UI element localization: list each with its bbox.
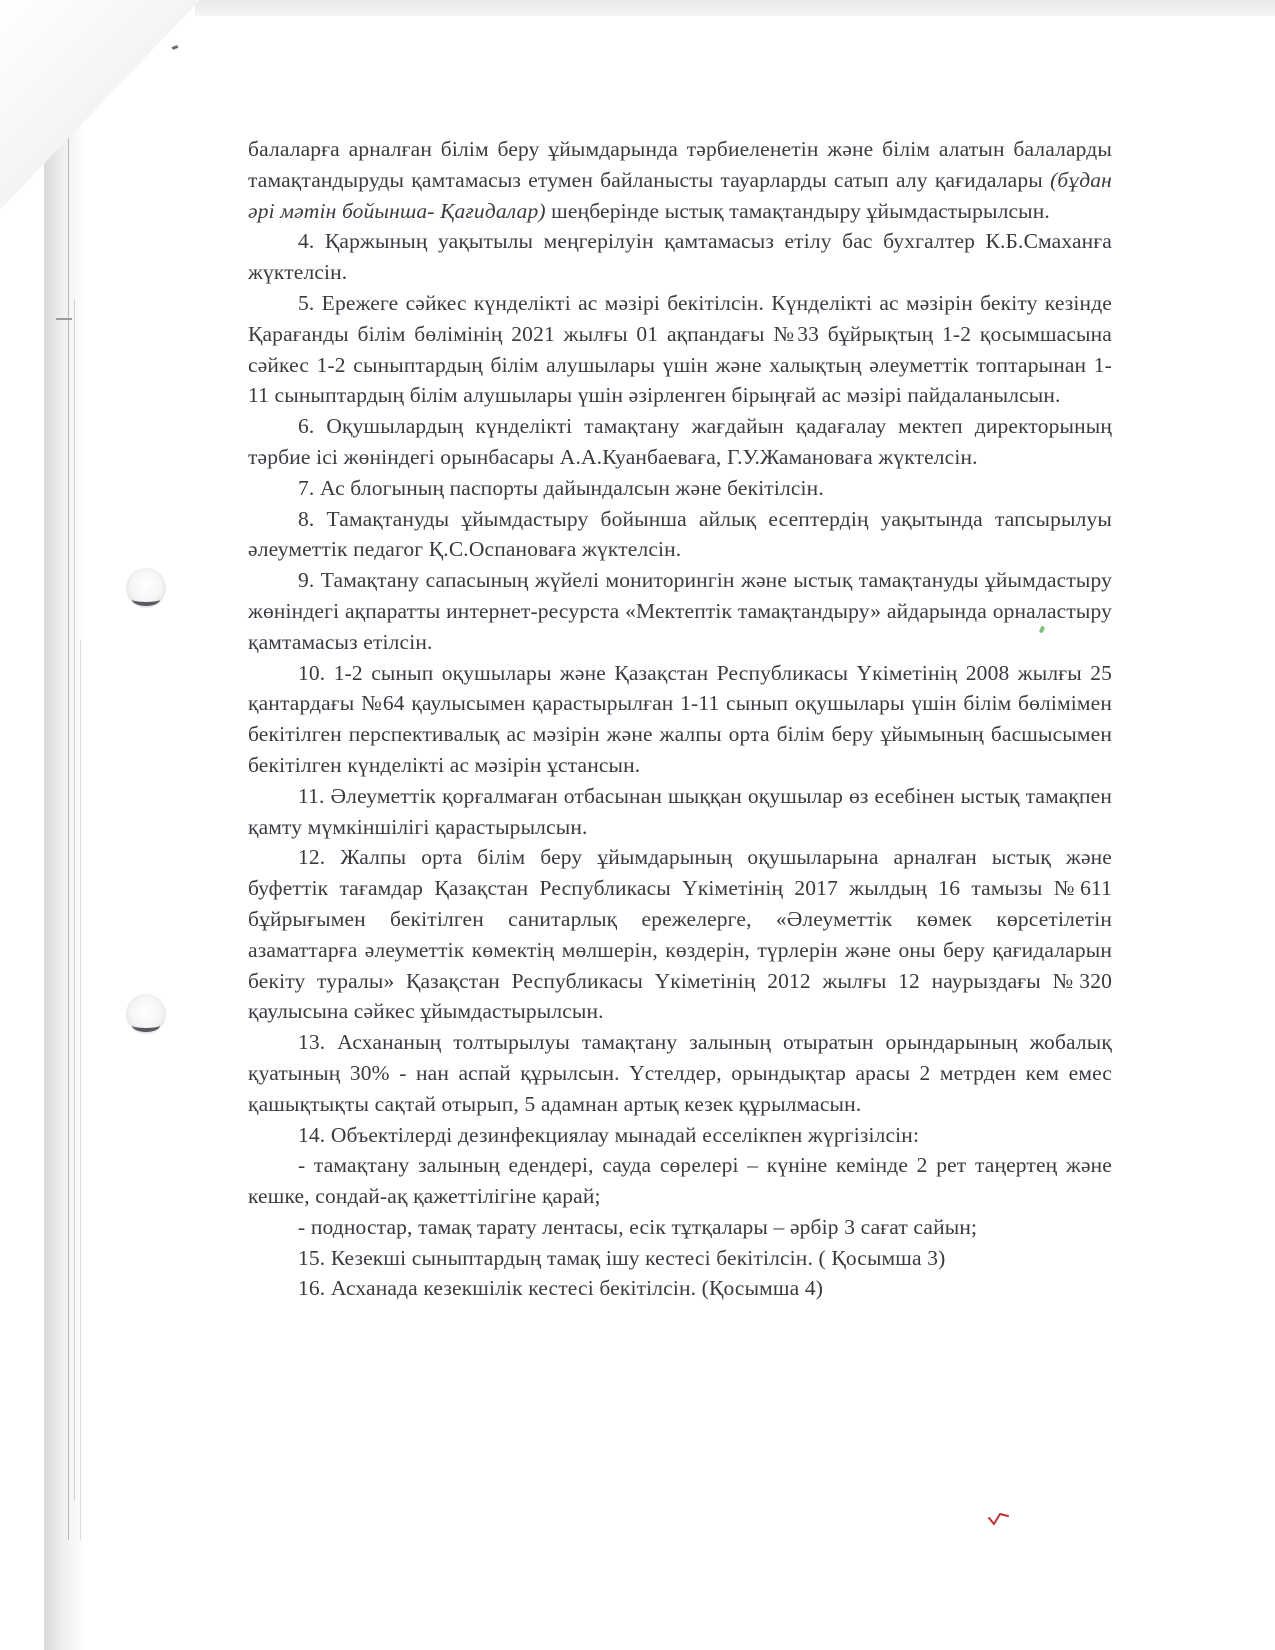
page-edge-line bbox=[68, 120, 69, 1540]
paragraph-subitem: - подностар, тамақ тарату лентасы, есік тұтқалары – әрбір 3 сағат сайын; bbox=[298, 1214, 978, 1239]
paragraph-item-14: 14. Объектілерді дезинфекциялау мынадай есселікпен жүргізілсін: bbox=[298, 1122, 920, 1147]
paragraph-item-5: 5. Ережеге сәйкес күнделікті ас мәзірі бекітілсін. Күнделікті ас мәзірін бекіту кезінде Қарағанды білім бөлімінің 2021 жылғы 01 ақпандағы №33 бұйрықтың 1-2 қосымшасына сәйкес 1-2 сыныптардың білім алушылары үшін және халықтың әлеуметтік топтарынан 1-11 сыныптардың білім алушылары үшін әзірленген бірыңғай ас мәзірі пайдаланылсын. bbox=[248, 290, 1112, 408]
paragraph-item-11: 11. Әлеуметтік қорғалмаған отбасынан шыққан оқушылар өз есебінен ыстық тамақпен қамту мүмкіншілігі қарастырылсын. bbox=[248, 783, 1112, 839]
paragraph-text-tail: шеңберінде ыстық тамақтандыру ұйымдастырылсын. bbox=[545, 198, 1050, 223]
paragraph-item-7: 7. Ас блогының паспорты дайындалсын және бекітілсін. bbox=[298, 475, 824, 500]
paragraph-text: балаларға арналған білім беру ұйымдарында тәрбиеленетін және білім алатын балаларды тамақтандыруды қамтамасыз етумен байланысты тауарларды сатып алу қағидалары bbox=[248, 137, 1112, 192]
scan-speck bbox=[172, 45, 179, 50]
paragraph-continuation bbox=[248, 134, 1112, 226]
paragraph-item-8: 8. Тамақтануды ұйымдастыру бойынша айлық есептердің уақытында тапсырылуы әлеуметтік педагог Қ.С.Оспановаға жүктелсін. bbox=[248, 506, 1112, 562]
paragraph-item-10: 10. 1-2 сынып оқушылары және Қазақстан Республикасы Үкіметінің 2008 жылғы 25 қантардағы №64 қаулысымен қарастырылған 1-11 сынып оқушылары үшін білім бөлімімен бекітілген перспективалық ас мәзірін және жалпы орта білім беру ұйымының басшысымен бекітілген күнделікті ас мәзірін ұстансын. bbox=[248, 660, 1112, 777]
paragraph-item-16: 16. Асханада кезекшілік кестесі бекітілсін. (Қосымша 4) bbox=[298, 1276, 824, 1301]
punch-hole bbox=[126, 994, 166, 1034]
ink-mark-icon bbox=[988, 1512, 1010, 1526]
paragraph-item-9: 9. Тамақтану сапасының жүйелі мониторингін және ыстық тамақтануды ұйымдастыру жөніндегі ақпаратты интернет-ресурста «Мектептік тамақтандыру» айдарында орналастыру қамтамасыз етілсін. bbox=[248, 568, 1112, 654]
punch-hole bbox=[126, 568, 166, 608]
page-edge-line bbox=[80, 640, 81, 1540]
paragraph-item-12: 12. Жалпы орта білім беру ұйымдарының оқушыларына арналған ыстық және буфеттік тағамдар Қазақстан Республикасы Үкіметінің 2017 жылдың 16 тамызы №611 бұйрығымен бекітілген санитарлық ережелерге, «Әлеуметтік көмек көрсетілетін азаматтарға әлеуметтік көмектің мөлшерін, көздерін, түрлерін және оны беру қағидаларын бекіту туралы» Қазақстан Республикасы Үкіметінің 2012 жылғы 12 наурыздағы №320 қаулысына сәйкес ұйымдастырылсын. bbox=[248, 845, 1112, 1024]
scan-margin bbox=[0, 0, 48, 1650]
paragraph-item-4: 4. Қаржының уақытылы меңгерілуін қамтамасыз етілу бас бухгалтер К.Б.Смаханға жүктелсін. bbox=[248, 229, 1112, 285]
paragraph-italic-note: (бұдан әрі мәтін бойынша- Қағидалар) bbox=[248, 167, 1112, 223]
paragraph-item-15: 15. Кезекші сыныптардың тамақ ішу кестесі бекітілсін. ( Қосымша 3) bbox=[298, 1245, 946, 1270]
page-edge-line bbox=[74, 300, 75, 1500]
scan-speck bbox=[56, 318, 72, 320]
document-body bbox=[248, 134, 1112, 1304]
scan-top-band bbox=[195, 0, 1275, 16]
page-corner-fold bbox=[0, 0, 200, 210]
binding-shadow bbox=[44, 0, 84, 1650]
paragraph-item-6: 6. Оқушылардың күнделікті тамақтану жағдайын қадағалау мектеп директорының тәрбие ісі жөніндегі орынбасары А.А.Куанбаеваға, Г.У.Жамановаға жүктелсін. bbox=[248, 414, 1112, 469]
paragraph-subitem: - тамақтану залының едендері, сауда сөрелері – күніне кемінде 2 рет таңертең және кешке, сондай-ақ қажеттілігіне қарай; bbox=[248, 1153, 1112, 1209]
paragraph-item-13: 13. Асхананың толтырылуы тамақтану залының отыратын орындарының жобалық қуатының 30% - нан аспай құрылсын. Үстелдер, орындықтар арасы 2 метрден кем емес қашықтықты сақтай отырып, 5 адамнан артық кезек құрылмасын. bbox=[248, 1030, 1112, 1116]
